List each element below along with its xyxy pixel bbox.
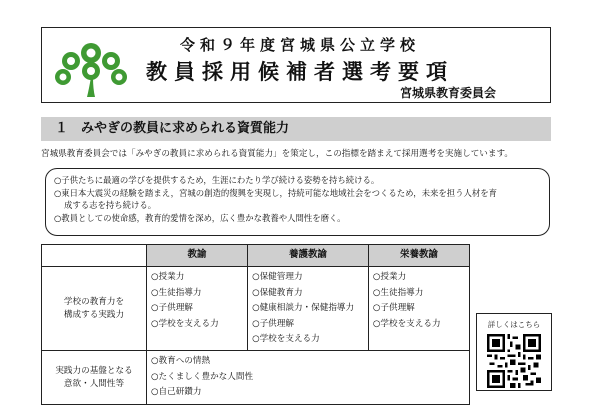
column-header-nurse-teacher: 養護教諭 bbox=[248, 245, 369, 267]
column-header-teacher: 教諭 bbox=[147, 245, 248, 267]
intro-text: 宮城県教育委員会では「みやぎの教員に求められる資質能力」を策定し，この指標を踏まえて採用選考を実施しています。 bbox=[41, 149, 513, 159]
issuer-name: 宮城県教育委員会 bbox=[400, 86, 497, 100]
list-item: ○たくましく豊かな人間性 bbox=[151, 371, 254, 382]
list-item: ○生徒指導力 bbox=[151, 287, 202, 298]
summary-point-continued: 成する志を持ち続ける。 bbox=[64, 200, 157, 210]
list-item: ○子供理解 bbox=[372, 303, 415, 314]
list-item: ○教育への情熱 bbox=[151, 356, 211, 366]
nutrition-skills-cell bbox=[368, 267, 469, 351]
list-item: ○子供理解 bbox=[151, 303, 193, 314]
prefecture-logo bbox=[47, 33, 135, 99]
list-item: ○子供理解 bbox=[252, 318, 294, 329]
qr-code-icon[interactable] bbox=[487, 334, 541, 388]
title-line1: 令和９年度宮城県公立学校 bbox=[179, 36, 420, 54]
foundation-cell bbox=[147, 351, 470, 405]
list-item: ○授業力 bbox=[372, 272, 407, 282]
list-item: ○学校を支える力 bbox=[372, 318, 441, 329]
list-item: ○自己研鑽力 bbox=[151, 387, 202, 398]
summary-point: ○子供たちに最適の学びを提供するため，生涯にわたり学び続ける姿勢を持ち続ける。 bbox=[54, 175, 380, 185]
row-header-practical-skills bbox=[42, 267, 147, 351]
row-header-line: 構成する実践力 bbox=[63, 309, 125, 320]
list-item: ○学校を支える力 bbox=[151, 318, 219, 329]
row-header-line: 学校の教育力を bbox=[63, 296, 125, 307]
list-item: ○健康相談力・保健指導力 bbox=[252, 303, 355, 314]
summary-point: ○教員としての使命感，教育的愛情を深め，広く豊かな教養や人間性を磨く。 bbox=[54, 212, 346, 223]
column-header-nutrition-teacher: 栄養教諭 bbox=[368, 245, 469, 267]
table-corner-cell bbox=[42, 245, 147, 267]
nurse-skills-cell bbox=[248, 267, 369, 351]
competency-table bbox=[41, 244, 470, 405]
list-item: ○保健教育力 bbox=[252, 287, 303, 298]
qr-box bbox=[476, 313, 552, 391]
qr-label: 詳しくはこちら bbox=[487, 320, 541, 329]
row-header-foundation bbox=[42, 351, 147, 405]
teacher-skills-cell bbox=[147, 267, 248, 351]
competency-summary-box bbox=[45, 168, 550, 236]
section-heading: １ みやぎの教員に求められる資質能力 bbox=[41, 117, 551, 141]
list-item: ○授業力 bbox=[151, 272, 185, 282]
list-item: ○学校を支える力 bbox=[252, 334, 320, 345]
list-item: ○生徒指導力 bbox=[372, 287, 424, 298]
summary-point: ○東日本大震災の経験を踏まえ，宮城の創造的復興を実現し，持続可能な地域社会をつくるため，未来を担う人材を育 bbox=[54, 187, 497, 198]
row-header-line: 意欲・人間性等 bbox=[63, 378, 125, 389]
title-line2: 教員採用候補者選考要項 bbox=[146, 60, 454, 84]
list-item: ○保健管理力 bbox=[252, 272, 303, 282]
row-header-line: 実践力の基盤となる bbox=[55, 365, 133, 376]
